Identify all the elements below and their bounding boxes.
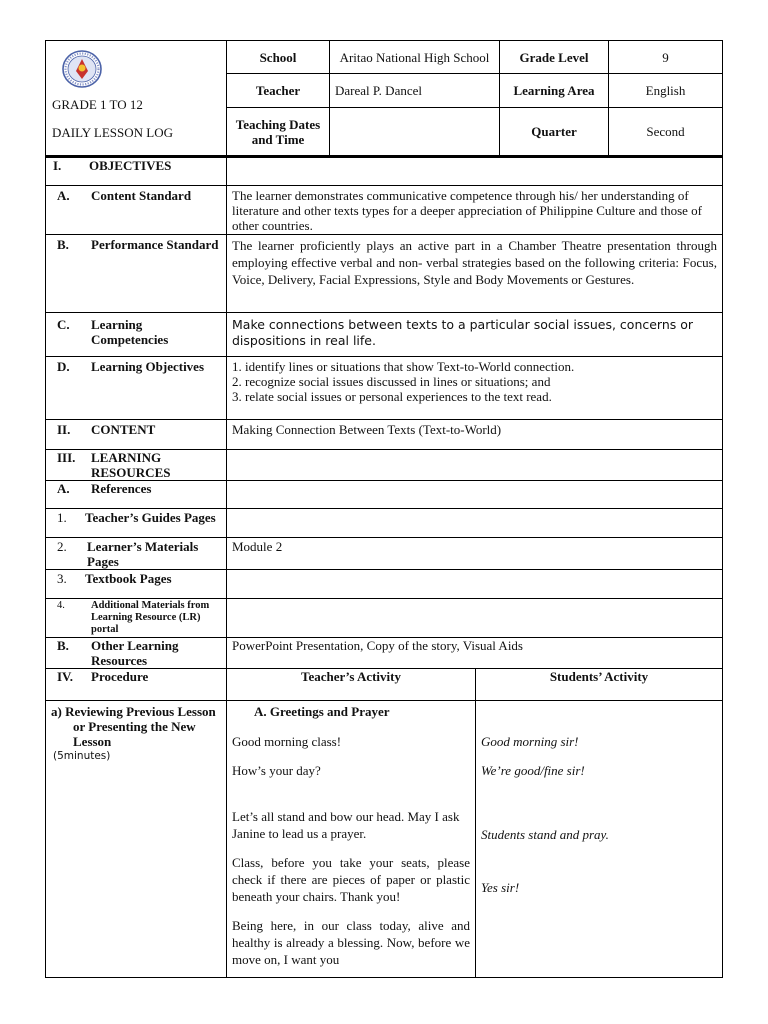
additional-materials-row (46, 598, 723, 637)
content-text: Making Connection Between Texts (Text-to-World) (227, 419, 723, 449)
teacher-line: Class, before you take your seats, please check if there are pieces of paper or plastic beneath your chairs. Thank you! (232, 854, 470, 904)
content-num: II. (57, 421, 71, 437)
performance-standard-row (46, 234, 723, 312)
learning-resources-num: III. (57, 449, 76, 465)
student-line: Yes sir! (481, 879, 520, 895)
teacher-value: Dareal P. Dancel (330, 74, 500, 108)
teacher-line: Good morning class! (232, 733, 342, 749)
student-activity-heading: Students’ Activity (476, 668, 723, 700)
additional-materials-value (227, 598, 723, 637)
student-line: Good morning sir! (481, 733, 579, 749)
content-standard-row (46, 185, 723, 234)
learning-resources-label: LEARNING RESOURCES (91, 449, 171, 480)
teacher-activity-heading: Teacher’s Activity (227, 668, 476, 700)
additional-materials-label: Additional Materials from Learning Resource (LR) portal (91, 599, 210, 635)
performance-standard-text: The learner proficiently plays an active part in a Chamber Theatre presentation through employing effective verbal and non- verbal strategies based on the following criteria: Focus, Voice, Delivery, Facial Expressions, Style and Body Movements or Gestures. (227, 234, 723, 312)
learners-materials-row (46, 537, 723, 569)
student-line: Students stand and pray. (481, 826, 609, 842)
learning-area-label: Learning Area (500, 74, 609, 108)
deped-seal-icon (58, 49, 108, 89)
textbook-num: 3. (57, 570, 67, 586)
references-label: References (91, 480, 152, 496)
textbook-label: Textbook Pages (85, 570, 172, 586)
header-table (45, 40, 723, 156)
procedure-num: IV. (57, 668, 74, 684)
learning-resources-row (46, 449, 723, 480)
objective-item: 2. recognize social issues discussed in lines or situations; and (232, 373, 551, 389)
learning-objectives-num: D. (57, 358, 70, 374)
learning-objectives-row (46, 356, 723, 419)
performance-standard-num: B. (57, 236, 69, 252)
teachers-guides-row (46, 508, 723, 537)
other-resources-value: PowerPoint Presentation, Copy of the story, Visual Aids (227, 637, 723, 668)
teacher-label: Teacher (227, 74, 330, 108)
procedure-step-row (46, 700, 723, 977)
learning-competencies-label: Learning Competencies (91, 316, 169, 347)
dates-label: Teaching Dates and Time (227, 108, 330, 156)
performance-standard-label: Performance Standard (91, 236, 219, 252)
other-resources-num: B. (57, 637, 69, 653)
step-label (51, 704, 221, 749)
content-row (46, 419, 723, 449)
objective-item: 1. identify lines or situations that show Text-to-World connection. (232, 358, 575, 374)
procedure-header-row (46, 668, 723, 700)
grade-level-label: Grade Level (500, 41, 609, 74)
content-standard-text: The learner demonstrates communicative competence through his/ her understanding of literature and other texts types for a deeper appreciation of Philippine Culture and those of other countries. (227, 185, 723, 234)
teachers-guides-num: 1. (57, 509, 67, 525)
logo-cell (46, 41, 227, 156)
student-activity-cell (476, 700, 723, 977)
greetings-heading: A. Greetings and Prayer (254, 703, 390, 719)
teacher-line: Being here, in our class today, alive and healthy is already a blessing. Now, before we move on, I want you (232, 917, 470, 967)
content-standard-label: Content Standard (91, 187, 192, 203)
teachers-guides-label: Teacher’s Guides Pages (85, 509, 216, 525)
learners-materials-value: Module 2 (227, 537, 723, 569)
objective-item: 3. relate social issues or personal experiences to the text read. (232, 388, 552, 404)
step-label-text: a) Reviewing Previous Lesson or Presenting the New Lesson (51, 703, 216, 749)
objectives-num: I. (53, 158, 62, 173)
other-resources-row (46, 637, 723, 668)
textbook-row (46, 569, 723, 598)
grade-level-value: 9 (609, 41, 723, 74)
learning-competencies-num: C. (57, 316, 70, 332)
teacher-line: How’s your day? (232, 762, 321, 778)
school-value: Aritao National High School (330, 41, 500, 74)
teacher-line: Let’s all stand and bow our head. May I ask Janine to lead us a prayer. (232, 808, 460, 841)
content-label: CONTENT (91, 421, 156, 437)
school-label: School (227, 41, 330, 74)
learning-competencies-row (46, 312, 723, 356)
textbook-value (227, 569, 723, 598)
content-standard-num: A. (57, 187, 70, 203)
learning-competencies-text: Make connections between texts to a particular social issues, concerns or dispositions in real life. (227, 312, 723, 356)
dates-value (330, 108, 500, 156)
objectives-title: OBJECTIVES (89, 158, 172, 173)
other-resources-label: Other Learning Resources (91, 637, 179, 668)
additional-materials-num: 4. (57, 599, 65, 611)
teachers-guides-value (227, 508, 723, 537)
student-line: We’re good/fine sir! (481, 762, 585, 778)
references-num: A. (57, 480, 70, 496)
log-title-text: DAILY LESSON LOG (52, 125, 173, 140)
objectives-row (46, 157, 723, 185)
learning-objectives-list (227, 356, 723, 419)
procedure-label: Procedure (91, 668, 149, 684)
learning-area-value: English (609, 74, 723, 108)
daily-lesson-log (45, 40, 722, 978)
lesson-body-table (45, 156, 723, 978)
learning-objectives-label: Learning Objectives (91, 358, 205, 374)
quarter-value: Second (609, 108, 723, 156)
teacher-activity-cell (227, 700, 476, 977)
grade-range-text: GRADE 1 TO 12 (52, 97, 143, 112)
quarter-label: Quarter (500, 108, 609, 156)
learners-materials-label: Learner’s Materials Pages (87, 538, 199, 569)
learners-materials-num: 2. (57, 538, 67, 554)
step-duration: (5minutes) (53, 749, 111, 762)
references-row (46, 480, 723, 508)
